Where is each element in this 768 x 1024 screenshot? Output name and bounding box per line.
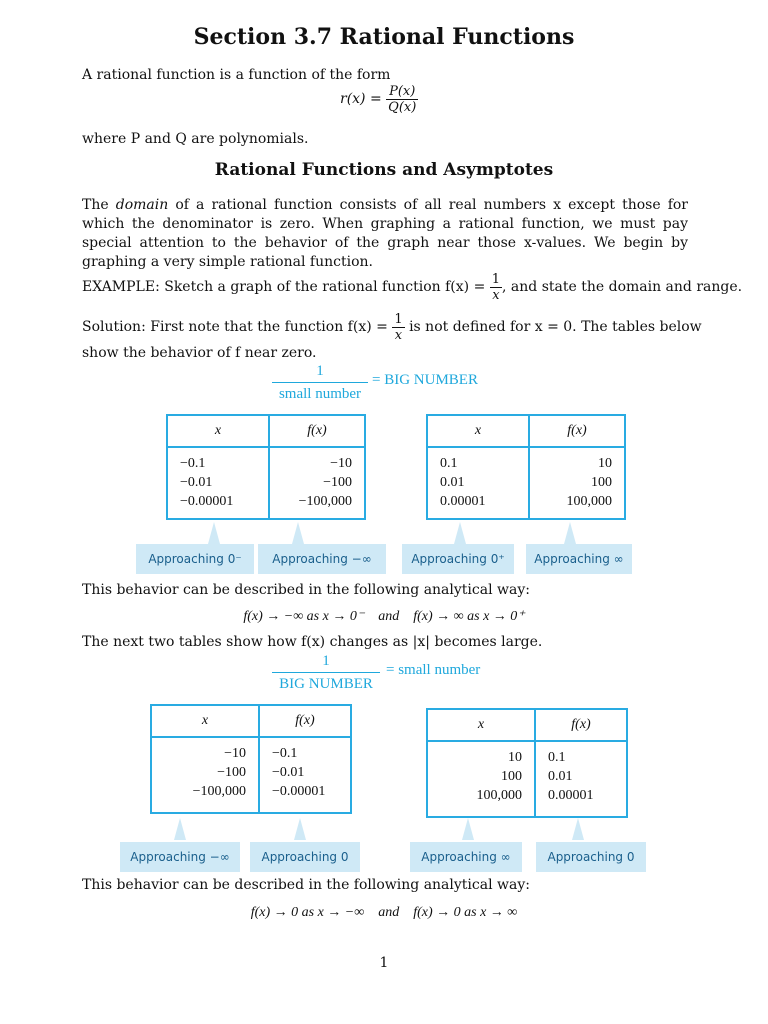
table-cell: 10: [508, 750, 522, 765]
formula-fraction: [386, 84, 418, 115]
table-header-x: x: [151, 705, 259, 737]
table-cell: −100,000: [298, 494, 352, 509]
table-fx-column: [529, 447, 625, 519]
example-frac-den: x: [492, 288, 500, 303]
example-frac-num: 1: [491, 272, 501, 287]
section-heading: Rational Functions and Asymptotes: [214, 160, 554, 180]
callout-pointer: [208, 522, 220, 544]
callout-pointer: [454, 522, 466, 544]
domain-word: domain: [115, 197, 169, 213]
table-positive-large: [426, 708, 628, 818]
callout-approaching-0: Approaching 0: [536, 842, 646, 872]
behavior-formula-2: f(x) → 0 as x → −∞ and f(x) → 0 as x → ∞: [250, 905, 518, 920]
behavior-formula-1: f(x) → −∞ as x → 0⁻ and f(x) → ∞ as x → 0⁺: [243, 609, 525, 624]
solution-text2: is not defined for x = 0. The tables below: [409, 319, 702, 335]
table-cell: 0.00001: [548, 788, 594, 803]
table-x-column: [427, 741, 535, 817]
callout-pointer: [572, 818, 584, 840]
table-x-column: [151, 737, 259, 813]
table-header-x: x: [167, 415, 269, 447]
polynomials-line: where P and Q are polynomials.: [82, 131, 309, 147]
table-fx-column: [259, 737, 351, 813]
table-fx-column: [535, 741, 627, 817]
callout-approaching-neg-infinity: Approaching −∞: [120, 842, 240, 872]
table-header-x: x: [427, 415, 529, 447]
callout-pointer: [294, 818, 306, 840]
table-negative-near-zero: [166, 414, 366, 520]
callout-approaching-0-minus: Approaching 0⁻: [136, 544, 254, 574]
table-x-column: [167, 447, 269, 519]
table-cell: 0.00001: [440, 494, 486, 509]
rule2-rhs: = small number: [386, 662, 481, 678]
table-cell: 100: [501, 769, 522, 784]
table-header-fx: f(x): [535, 709, 627, 741]
callout-approaching-neg-infinity: Approaching −∞: [258, 544, 386, 574]
table-cell: −0.01: [272, 765, 305, 780]
callout-pointer: [174, 818, 186, 840]
rule2-den: BIG NUMBER: [279, 676, 373, 692]
solution-fraction: [392, 312, 404, 343]
formula-denominator: Q(x): [388, 100, 417, 115]
example-text2: , and state the domain and range.: [502, 279, 743, 295]
table-cell: 100,000: [566, 494, 612, 509]
example-line: [82, 272, 742, 303]
behavior-intro-1: This behavior can be described in the following analytical way:: [82, 582, 530, 598]
table-cell: 100: [591, 475, 612, 490]
rule1-fraction: [272, 360, 368, 405]
rule2-fraction: [272, 650, 380, 695]
table-cell: −0.00001: [272, 784, 326, 799]
table-cell: 0.1: [548, 750, 566, 765]
callout-approaching-0: Approaching 0: [250, 842, 360, 872]
table-cell: −100: [217, 765, 246, 780]
table-cell: −0.1: [272, 746, 298, 761]
table-cell: −100,000: [192, 784, 246, 799]
table-negative-large: [150, 704, 352, 814]
table-cell: 10: [598, 456, 612, 471]
domain-part2: of a rational function consists of all real numbers x except those for which the denominator is zero. When graphing a rational function, we must pay special attention to the behavior of the graph near those x-values. We begin by graphing a very simple rational function.: [82, 197, 688, 270]
table-positive-near-zero: [426, 414, 626, 520]
rule1-rhs: = BIG NUMBER: [372, 372, 478, 388]
table-x-column: [427, 447, 529, 519]
page-title: Section 3.7 Rational Functions: [193, 24, 575, 50]
solution-line: [82, 312, 702, 343]
formula-numerator: P(x): [386, 84, 418, 100]
example-text1: EXAMPLE: Sketch a graph of the rational function f(x) =: [82, 279, 486, 295]
table-cell: 0.01: [548, 769, 573, 784]
intro-line: A rational function is a function of the form: [82, 67, 391, 83]
solution-frac-den: x: [394, 328, 403, 343]
table-cell: −100: [323, 475, 352, 490]
rule1-den: small number: [278, 386, 362, 402]
table-header-fx: f(x): [259, 705, 351, 737]
solution-line-2: show the behavior of f near zero.: [82, 345, 317, 361]
callout-pointer: [564, 522, 576, 544]
domain-part1: The: [82, 197, 116, 213]
rule2-num: 1: [272, 650, 380, 673]
example-fraction: [490, 272, 502, 303]
table-fx-column: [269, 447, 365, 519]
table-cell: 0.01: [440, 475, 465, 490]
table-cell: −10: [224, 746, 246, 761]
callout-pointer: [462, 818, 474, 840]
callout-approaching-0-plus: Approaching 0⁺: [402, 544, 514, 574]
solution-frac-num: 1: [394, 312, 403, 327]
table-header-x: x: [427, 709, 535, 741]
callout-pointer: [292, 522, 304, 544]
next-tables-line: The next two tables show how f(x) changes as |x| becomes large.: [82, 634, 543, 650]
callout-approaching-infinity: Approaching ∞: [526, 544, 632, 574]
rule1-num: 1: [272, 360, 368, 383]
table-cell: 100,000: [476, 788, 522, 803]
page-number: 1: [379, 955, 389, 971]
table-cell: −0.01: [180, 475, 213, 490]
solution-text1: Solution: First note that the function f(x) =: [82, 319, 388, 335]
table-cell: −0.1: [180, 456, 206, 471]
table-cell: 0.1: [440, 456, 458, 471]
table-cell: −10: [330, 456, 352, 471]
table-header-fx: f(x): [529, 415, 625, 447]
formula-lhs: r(x) =: [340, 91, 382, 107]
domain-paragraph: [82, 196, 688, 272]
behavior-intro-2: This behavior can be described in the following analytical way:: [82, 877, 530, 893]
table-cell: −0.00001: [180, 494, 234, 509]
table-header-fx: f(x): [269, 415, 365, 447]
rational-function-formula: [340, 84, 418, 115]
callout-approaching-infinity: Approaching ∞: [410, 842, 522, 872]
